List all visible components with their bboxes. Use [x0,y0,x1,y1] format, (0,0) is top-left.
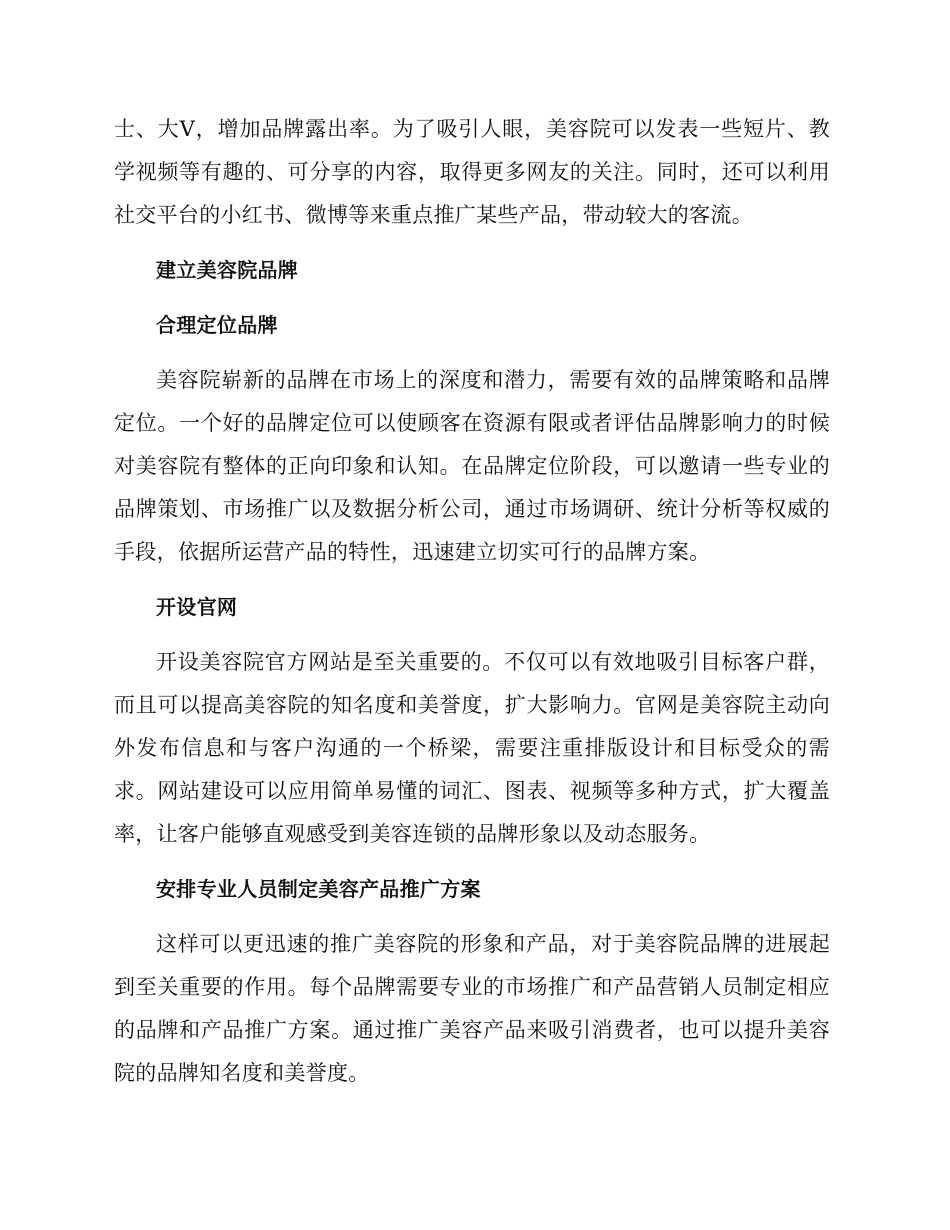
heading-build-brand: 建立美容院品牌 [156,258,299,282]
heading-official-website: 开设官网 [156,595,238,619]
heading-brand-positioning: 合理定位品牌 [156,313,278,337]
paragraph-brand-positioning: 美容院崭新的品牌在市场上的深度和潜力，需要有效的品牌策略和品牌定位。一个好的品牌定位可以使顾客在资源有限或者评估品牌影响力的时候对美容院有整体的正向印象和认知。在品牌定位阶段，可以邀请一些专业的品牌策划、市场推广以及数据分析公司，通过市场调研、统计分析等权威的手段，依据所运营产品的特性，迅速建立切实可行的品牌方案。 [114,368,830,564]
document-body [114,108,830,1097]
paragraph-social-media: 士、大V，增加品牌露出率。为了吸引人眼，美容院可以发表一些短片、教学视频等有趣的、可分享的内容，取得更多网友的关注。同时，还可以利用社交平台的小红书、微博等来重点推广某些产品，带动较大的客流。 [114,117,830,227]
heading-promotion-plan: 安排专业人员制定美容产品推广方案 [156,877,481,901]
paragraph-official-website: 开设美容院官方网站是至关重要的。不仅可以有效地吸引目标客户群，而且可以提高美容院的知名度和美誉度，扩大影响力。官网是美容院主动向外发布信息和与客户沟通的一个桥梁，需要注重排版设计和目标受众的需求。网站建设可以应用简单易懂的词汇、图表、视频等多种方式，扩大覆盖率，让客户能够直观感受到美容连锁的品牌形象以及动态服务。 [114,650,830,846]
paragraph-promotion-plan: 这样可以更迅速的推广美容院的形象和产品，对于美容院品牌的进展起到至关重要的作用。每个品牌需要专业的市场推广和产品营销人员制定相应的品牌和产品推广方案。通过推广美容产品来吸引消费者，也可以提升美容院的品牌知名度和美誉度。 [114,932,830,1085]
